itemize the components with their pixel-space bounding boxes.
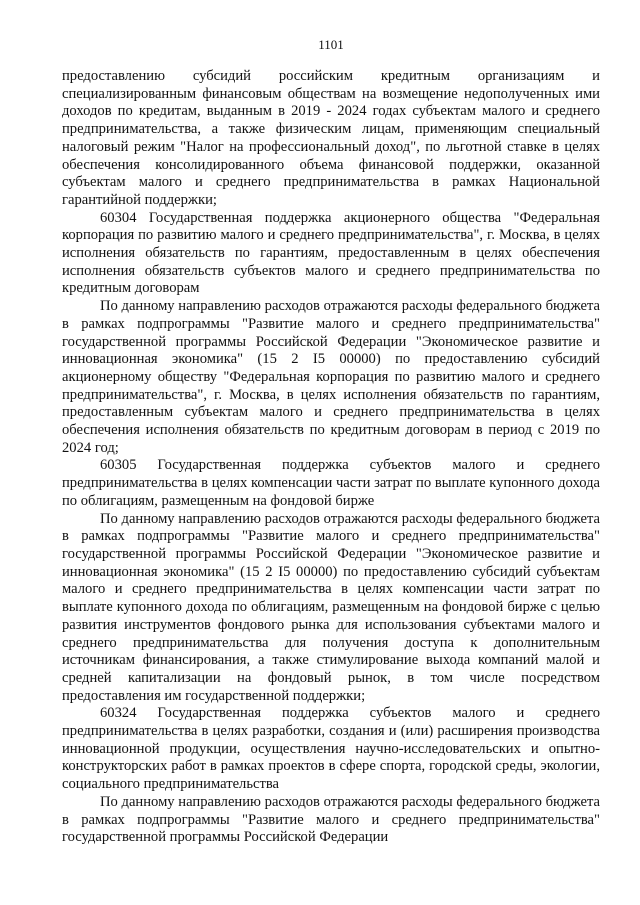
page-number: 1101 — [318, 37, 344, 52]
paragraph-60324-description: По данному направлению расходов отражаются расходы федерального бюджета в рамках подпрограммы "Развитие малого и среднего предпринимательства" государственной программы Российской Федерации — [62, 793, 600, 846]
paragraph-continuation: предоставлению субсидий российским кредитным организациям и специализированным финансовым обществам на возмещение недополученных ими доходов по кредитам, выданным в 2019 - 2024 годах субъектам малого и среднего предпринимательства, а также физическим лицам, применяющим специальный налоговый режим "Налог на профессиональный доход", по льготной ставке в целях обеспечения консолидированного объема финансовой поддержки, оказанной субъектам малого и среднего предпринимательства в рамках Национальной гарантийной поддержки; — [62, 68, 600, 208]
paragraph-60305-heading: 60305 Государственная поддержка субъектов малого и среднего предпринимательства в целях компенсации части затрат по выплате купонного дохода по облигациям, размещенным на фондовой бирже — [62, 457, 600, 509]
paragraph-60324-heading: 60324 Государственная поддержка субъектов малого и среднего предпринимательства в целях разработки, создания и (или) расширения производства инновационной продукции, осуществления научно-исследовательских и опытно-конструкторских работ в рамках проектов в сфере спорта, городской среды, экологии, социального предпринимательства — [62, 705, 600, 793]
paragraph-60304-description: По данному направлению расходов отражаются расходы федерального бюджета в рамках подпрограммы "Развитие малого и среднего предпринимательства" государственной программы Российской Федерации "Экономическое развитие и инновационная экономика" (15 2 I5 00000) по предоставлению субсидий акционерному обществу "Федеральная корпорация по развитию малого и среднего предпринимательства", г. Москва, в целях исполнения обязательств по гарантиям, предоставленным субъектам малого и среднего предпринимательства в целях обеспечения исполнения обязательств по кредитным договорам в период с 2019 по 2024 год; — [62, 298, 600, 456]
paragraph-60304-heading: 60304 Государственная поддержка акционерного общества "Федеральная корпорация по развитию малого и среднего предпринимательства", г. Москва, в целях исполнения обязательств по гарантиям, предоставленным в целях обеспечения исполнения обязательств субъектов малого и среднего предпринимательства по кредитным договорам — [62, 209, 600, 297]
paragraph-60305-description: По данному направлению расходов отражаются расходы федерального бюджета в рамках подпрограммы "Развитие малого и среднего предпринимательства" государственной программы Российской Федерации "Экономическое развитие и инновационная экономика" (15 2 I5 00000) по предоставлению субсидий субъектам малого и среднего предпринимательства в целях компенсации части затрат по выплате купонного дохода по облигациям, размещенным на фондовой бирже с целью развития инструментов фондового рынка для использования субъектами малого и среднего предпринимательства для получения доступа к дополнительным источникам финансирования, а также стимулирование выхода компаний малой и средней капитализации на фондовый рынок, в том числе посредством предоставления им государственной поддержки; — [62, 510, 600, 704]
